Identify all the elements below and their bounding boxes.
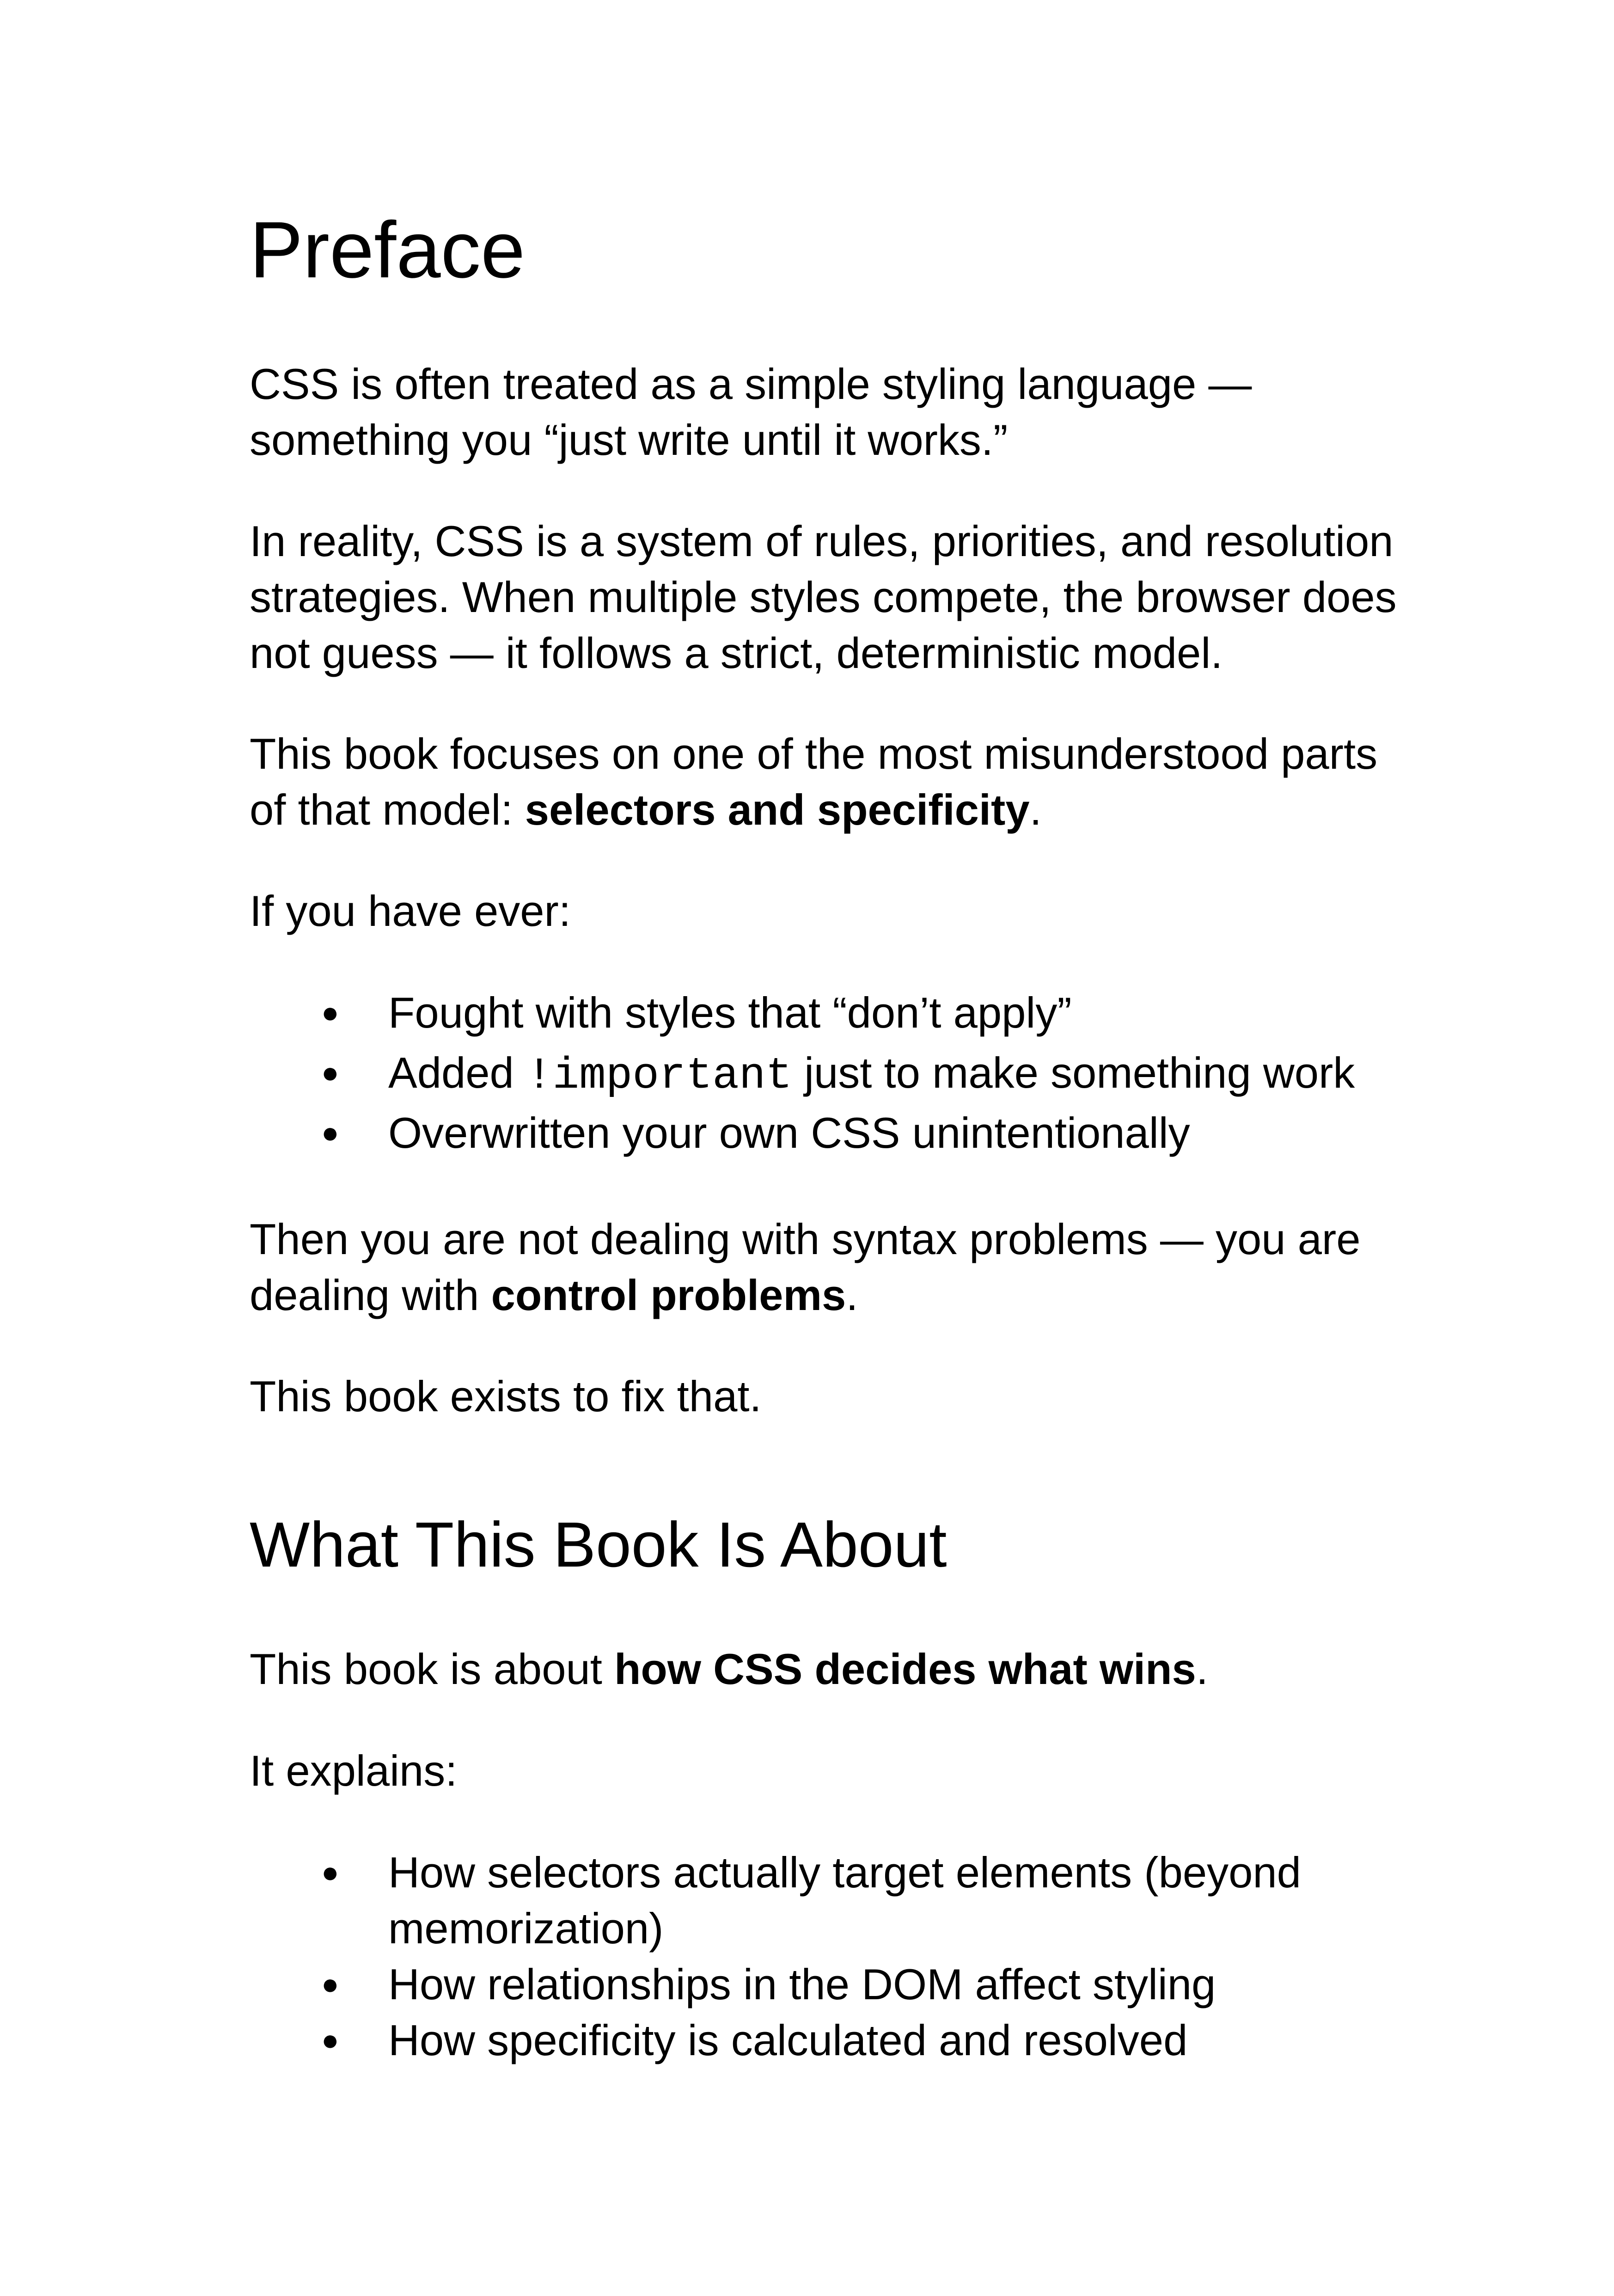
list-item	[250, 1956, 1382, 2012]
list-item-text: Added	[388, 1048, 526, 1097]
bullet-icon: ●	[321, 1967, 339, 2001]
list-item-text: How selectors actually target elements (beyond memorization)	[388, 1848, 1301, 1953]
preface-paragraph-1: CSS is often treated as a simple styling language — something you “just write until it works.”	[250, 360, 1252, 464]
what-wins-emphasis: how CSS decides what wins	[614, 1645, 1196, 1693]
list-item	[250, 1844, 1382, 1956]
about-paragraph-1-end: .	[1196, 1645, 1208, 1693]
list-item	[250, 2012, 1382, 2068]
bullet-icon: ●	[321, 996, 339, 1029]
preface-paragraph-3-text: This book focuses on one of the most misunderstood parts of that model:	[250, 729, 1378, 834]
list-item-text: Fought with styles that “don’t apply”	[388, 988, 1072, 1037]
about-bullet-list	[250, 1844, 1382, 2068]
about-section-title: What This Book Is About	[250, 1509, 947, 1580]
bullet-icon: ●	[321, 1056, 339, 1089]
preface-paragraph-3-end: .	[1029, 785, 1042, 834]
preface-paragraph-6: This book exists to fix that.	[250, 1372, 762, 1420]
list-item	[250, 1045, 1359, 1105]
preface-paragraph-5	[250, 1211, 1405, 1323]
about-paragraph-1-text: This book is about	[250, 1645, 614, 1693]
preface-paragraph-2: In reality, CSS is a system of rules, priorities, and resolution strategies. When multiple styles compete, the browser does not guess — it follows a strict, deterministic model.	[250, 517, 1397, 677]
control-problems-emphasis: control problems	[491, 1271, 846, 1319]
bullet-icon: ●	[321, 1116, 339, 1149]
about-paragraph-2: It explains:	[250, 1746, 458, 1795]
list-item-text: Overwritten your own CSS unintentionally	[388, 1108, 1190, 1157]
list-item-text: How specificity is calculated and resolved	[388, 2016, 1188, 2064]
list-item	[250, 985, 1359, 1045]
preface-paragraph-5-text: Then you are not dealing with syntax problems — you are dealing with	[250, 1215, 1361, 1319]
bullet-icon: ●	[321, 2023, 339, 2057]
about-paragraph-1	[250, 1641, 1405, 1697]
list-item	[250, 1105, 1359, 1161]
preface-bullet-list	[250, 985, 1359, 1161]
list-item-text: How relationships in the DOM affect styling	[388, 1960, 1216, 2008]
preface-title: Preface	[250, 205, 526, 294]
preface-paragraph-3	[250, 726, 1405, 838]
preface-paragraph-4: If you have ever:	[250, 887, 571, 935]
important-code: !important	[526, 1051, 793, 1101]
bullet-icon: ●	[321, 1855, 339, 1889]
selectors-specificity-emphasis: selectors and specificity	[525, 785, 1030, 834]
preface-paragraph-5-end: .	[846, 1271, 858, 1319]
list-item-text-end: just to make something work	[792, 1048, 1355, 1097]
